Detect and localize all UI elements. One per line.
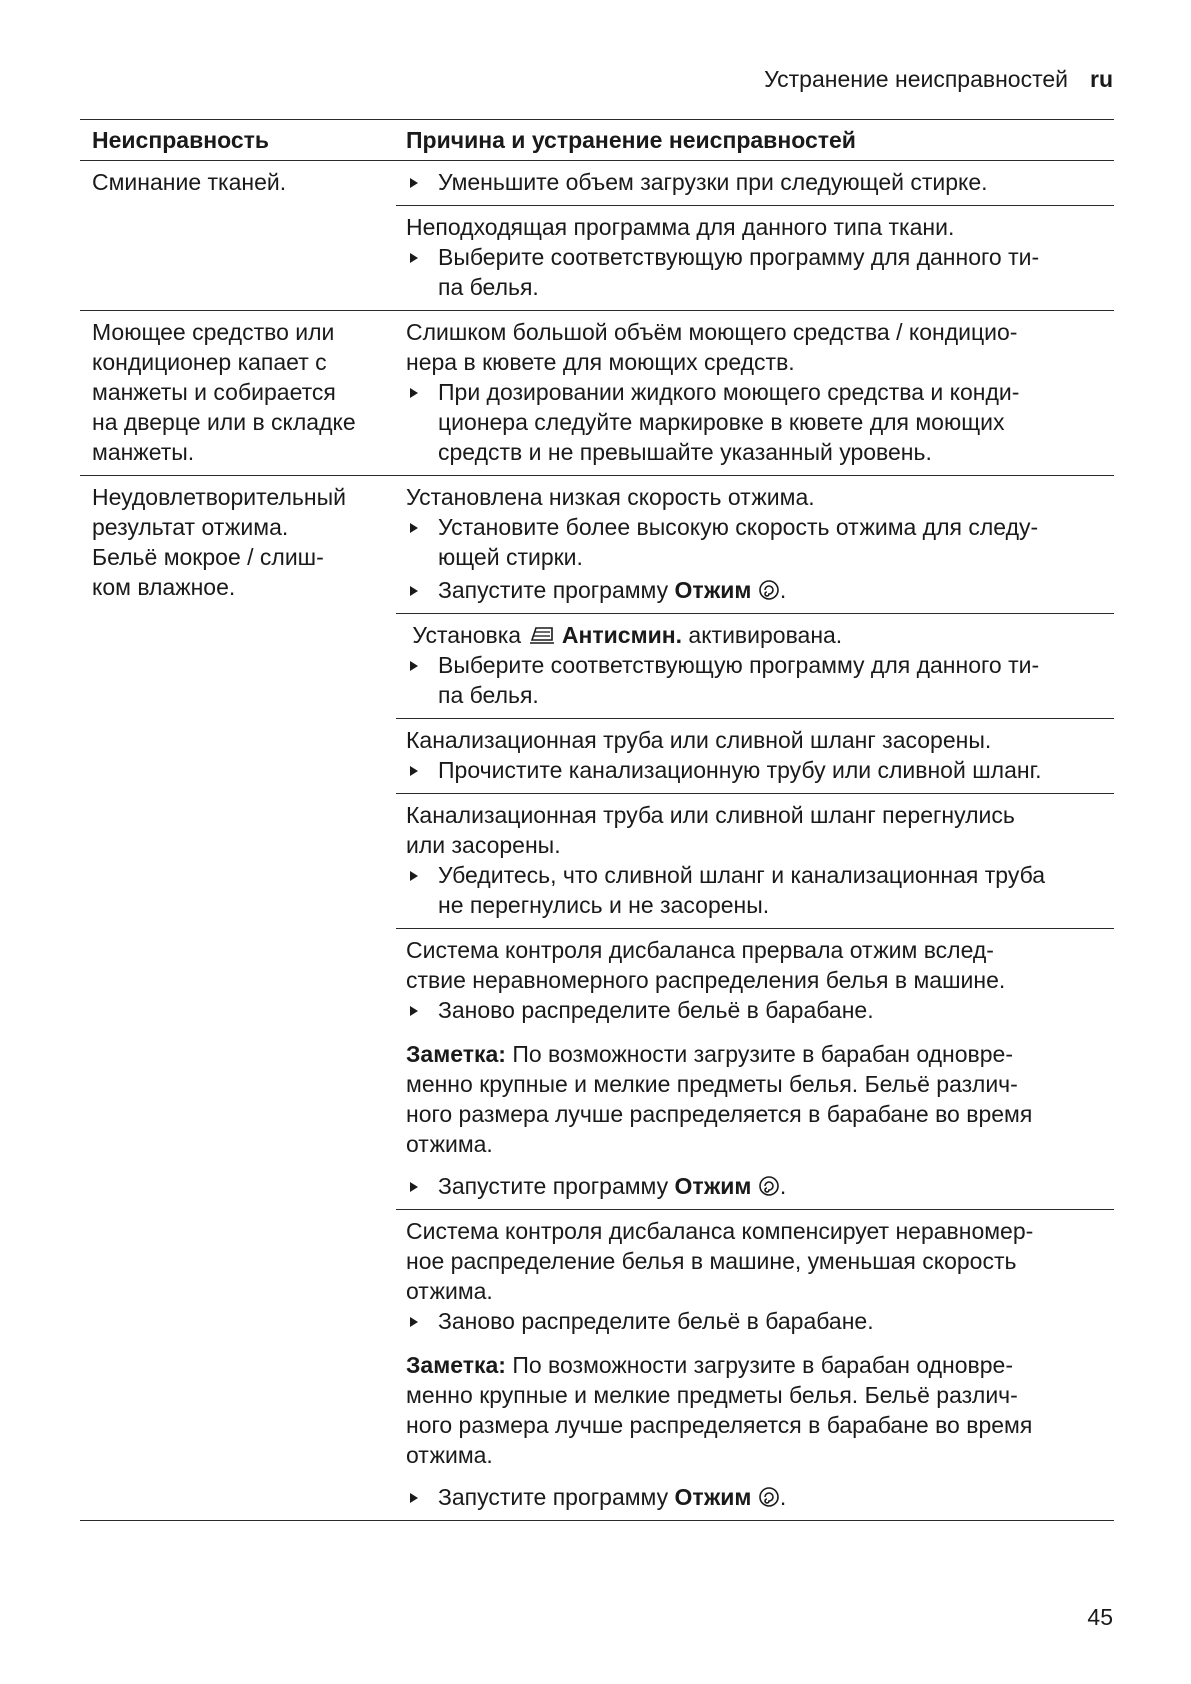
note-label: Заметка: <box>406 1352 506 1378</box>
cause-cell <box>396 476 1114 1520</box>
cause-block <box>396 476 1114 614</box>
cause-text-suffix: активирована. <box>688 622 843 648</box>
fault-cell: Сминание тканей. <box>92 169 287 195</box>
iron-icon <box>528 622 556 646</box>
bullet-arrow-icon <box>410 766 418 776</box>
cause-block <box>396 614 1114 719</box>
program-name: Отжим <box>674 577 752 603</box>
step-text: Выберите соответствующую программу для данного ти- па белья. <box>438 244 1040 300</box>
cause-block <box>396 161 1114 206</box>
fault-cell: Моющее средство или кондиционер капает с манжеты и собирается на дверце или в складке манжеты. <box>92 319 356 465</box>
note <box>406 1039 1106 1159</box>
action-step <box>406 650 1106 710</box>
bullet-arrow-icon <box>410 661 418 671</box>
cause-text: Система контроля дисбаланса прервала отжим вслед- ствие неравномерного распределения белья в машине. <box>406 937 1006 993</box>
step-text: Прочистите канализационную трубу или сливной шланг. <box>438 757 1042 783</box>
bullet-arrow-icon <box>410 1182 418 1192</box>
step-text: Выберите соответствующую программу для данного ти- па белья. <box>438 652 1040 708</box>
cause-cell <box>396 161 1114 310</box>
page-header <box>764 64 1113 94</box>
cause-text: Установлена низкая скорость отжима. <box>406 484 815 510</box>
troubleshooting-table <box>80 119 1114 1521</box>
bullet-arrow-icon <box>410 178 418 188</box>
spin-icon <box>758 579 780 601</box>
action-step: Запустите программу Отжим . <box>406 1171 1106 1201</box>
step-text: Заново распределите бельё в барабане. <box>438 1308 874 1334</box>
cause-text: Канализационная труба или сливной шланг перегнулись или засорены. <box>406 802 1015 858</box>
note-text: По возможности загрузите в барабан одновре- менно крупные и мелкие предметы белья. Бельё различ- ного размера лучше распределяется в барабане во время отжима. <box>406 1352 1033 1468</box>
bullet-arrow-icon <box>410 1317 418 1327</box>
note-text: По возможности загрузите в барабан одновре- менно крупные и мелкие предметы белья. Бельё различ- ного размера лучше распределяется в барабане во время отжима. <box>406 1041 1033 1157</box>
cause-text: Канализационная труба или сливной шланг засорены. <box>406 727 992 753</box>
section-title: Устранение неисправностей <box>764 66 1068 92</box>
step-text: Запустите программу <box>438 577 669 603</box>
step-text: Уменьшите объем загрузки при следующей стирке. <box>438 169 988 195</box>
table-row <box>80 476 1114 1520</box>
spin-icon <box>758 1486 780 1508</box>
step-text: Установите более высокую скорость отжима для следу- ющей стирки. <box>438 514 1039 570</box>
action-step <box>406 995 1106 1025</box>
language-code: ru <box>1090 66 1113 92</box>
step-text: Убедитесь, что сливной шланг и канализационная труба не перегнулись и не засорены. <box>438 862 1046 918</box>
spin-icon <box>758 1175 780 1197</box>
column-header-cause: Причина и устранение неисправностей <box>406 126 856 153</box>
page-number: 45 <box>1087 1604 1113 1630</box>
table-row <box>80 161 1114 311</box>
note-label: Заметка: <box>406 1041 506 1067</box>
action-step <box>406 167 1106 197</box>
bullet-arrow-icon <box>410 388 418 398</box>
table-header <box>80 120 1114 161</box>
table-row <box>80 311 1114 476</box>
fault-cell: Неудовлетворительный результат отжима. Бельё мокрое / слиш- ком влажное. <box>92 484 346 600</box>
action-step <box>406 242 1106 302</box>
cause-cell <box>396 311 1114 475</box>
cause-block <box>396 929 1114 1210</box>
cause-block <box>396 719 1114 794</box>
bullet-arrow-icon <box>410 523 418 533</box>
cause-block <box>396 311 1114 475</box>
action-step <box>406 755 1106 785</box>
note <box>406 1350 1106 1470</box>
bullet-arrow-icon <box>410 1493 418 1503</box>
cause-text: Неподходящая программа для данного типа ткани. <box>406 214 955 240</box>
step-text: Заново распределите бельё в барабане. <box>438 997 874 1023</box>
program-name: Отжим <box>674 1173 752 1199</box>
step-text: Запустите программу <box>438 1173 669 1199</box>
bullet-arrow-icon <box>410 253 418 263</box>
step-text: При дозировании жидкого моющего средства и конди- ционера следуйте маркировке в кювете для моющих средств и не превышайте указанный уровень. <box>438 379 1020 465</box>
cause-text: Слишком большой объём моющего средства / кондицио- нера в кювете для моющих средств. <box>406 319 1018 375</box>
action-step: Запустите программу Отжим . <box>406 575 1106 605</box>
cause-block <box>396 794 1114 929</box>
bullet-arrow-icon <box>410 586 418 596</box>
bullet-arrow-icon <box>410 871 418 881</box>
action-step <box>406 860 1106 920</box>
action-step <box>406 377 1106 467</box>
action-step <box>406 512 1106 572</box>
cause-block <box>396 206 1114 310</box>
action-step: Запустите программу Отжим . <box>406 1482 1106 1512</box>
cause-text <box>406 620 1106 650</box>
bullet-arrow-icon <box>410 1006 418 1016</box>
cause-text-prefix: Установка <box>412 622 522 648</box>
cause-text: Система контроля дисбаланса компенсирует неравномер- ное распределение белья в машине, уменьшая скорость отжима. <box>406 1218 1034 1304</box>
program-name: Отжим <box>674 1484 752 1510</box>
step-text: Запустите программу <box>438 1484 669 1510</box>
cause-block <box>396 1210 1114 1520</box>
column-header-fault: Неисправность <box>92 126 270 153</box>
action-step <box>406 1306 1106 1336</box>
setting-name: Антисмин. <box>561 622 683 648</box>
